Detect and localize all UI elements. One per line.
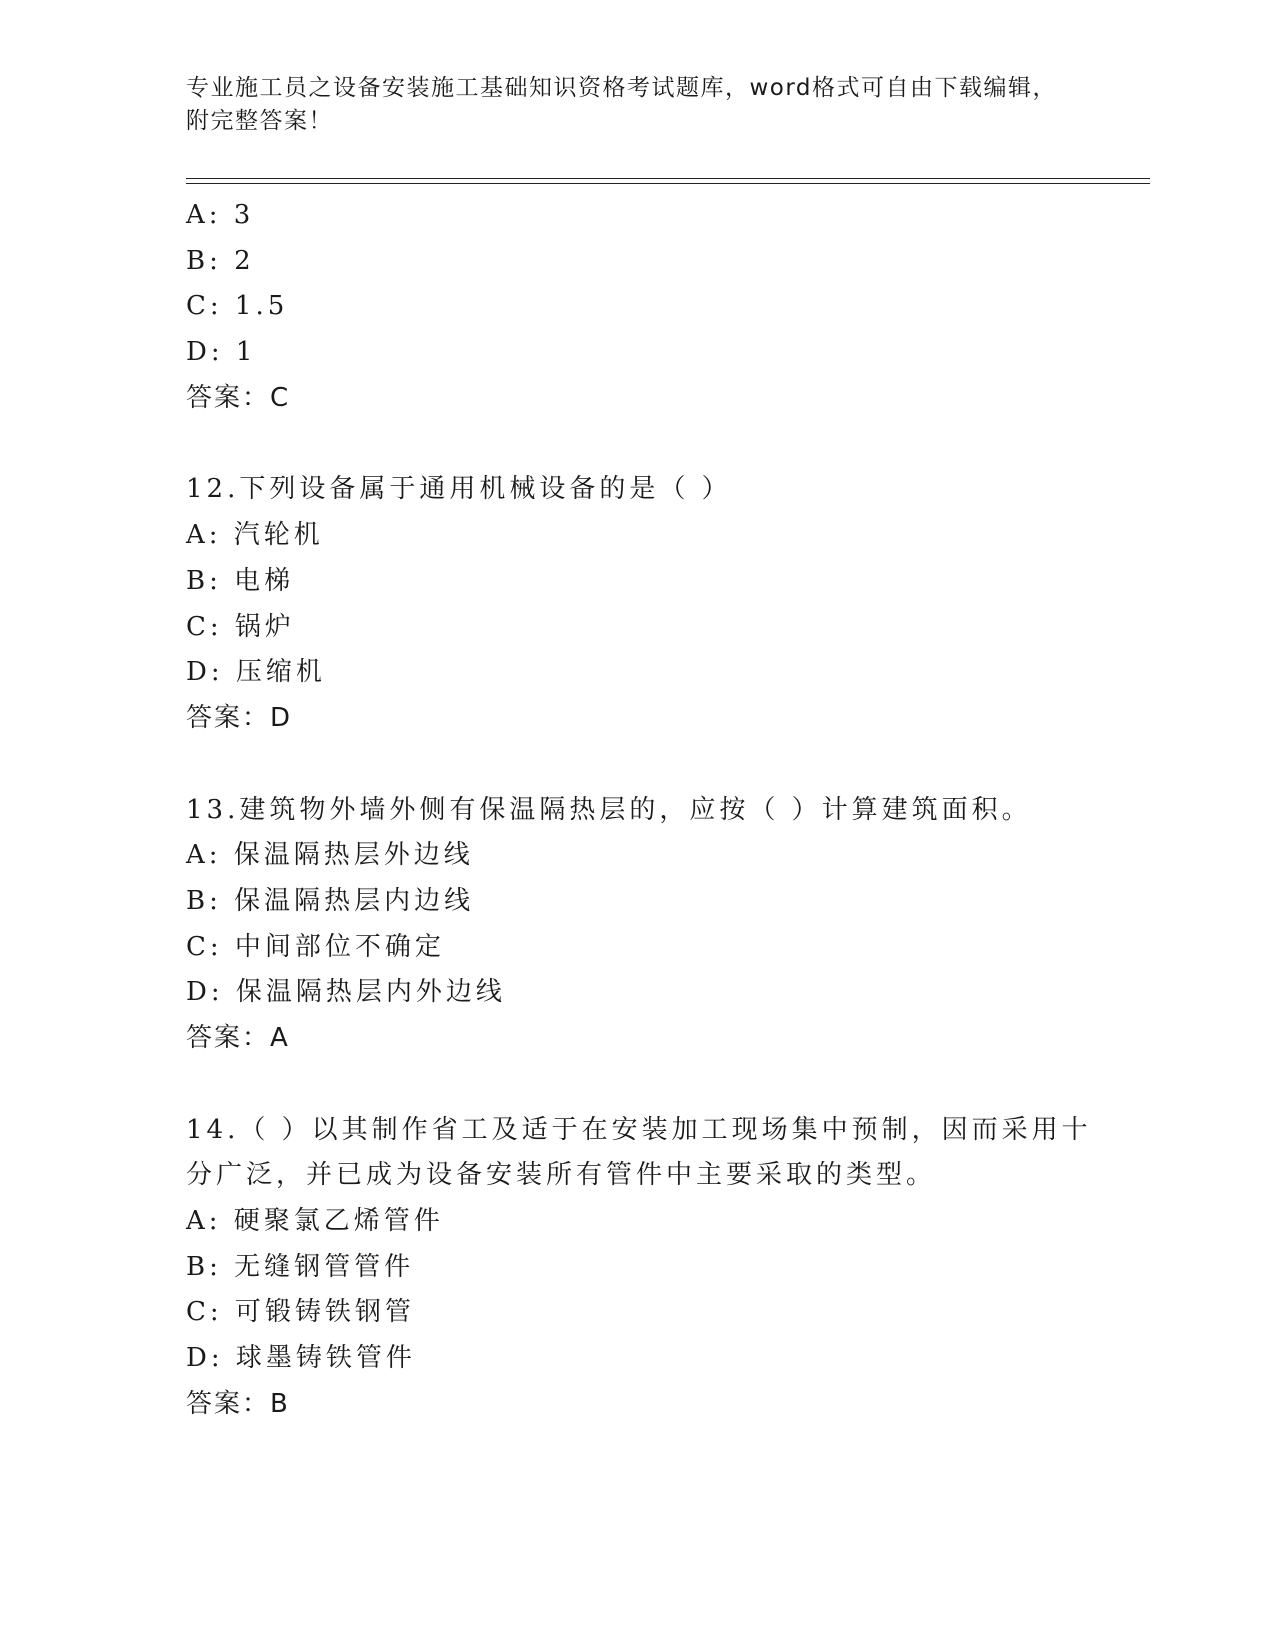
answer: 答案：B xyxy=(186,1388,290,1419)
option-c: C: 锅炉 xyxy=(186,611,295,642)
option-d: D: 压缩机 xyxy=(186,657,326,688)
question-text-line-2: 分广泛，并已成为设备安装所有管件中主要采取的类型。 xyxy=(186,1160,937,1191)
header-divider-bottom xyxy=(186,183,1150,184)
option-b: B: 保温隔热层内边线 xyxy=(186,885,475,916)
answer: 答案：A xyxy=(186,1023,290,1053)
question-list xyxy=(186,193,1092,1428)
question-text-line-1: 14.（ ）以其制作省工及适于在安装加工现场集中预制，因而采用十 xyxy=(186,1114,1092,1145)
option-c: C: 1.5 xyxy=(186,291,289,322)
header-divider-top xyxy=(186,178,1150,179)
option-b: B: 无缝钢管管件 xyxy=(186,1251,415,1282)
spacer xyxy=(186,421,1086,467)
question-text: 12.下列设备属于通用机械设备的是（ ） xyxy=(186,474,732,505)
question-text: 13.建筑物外墙外侧有保温隔热层的，应按（ ）计算建筑面积。 xyxy=(186,794,1032,825)
document-header xyxy=(186,72,1066,138)
question-13 xyxy=(186,788,1086,1062)
option-a: A: 汽轮机 xyxy=(186,520,324,551)
option-b: B: 2 xyxy=(186,245,255,276)
option-c: C: 中间部位不确定 xyxy=(186,931,445,962)
question-14 xyxy=(186,1108,1092,1428)
option-d: D: 球墨铸铁管件 xyxy=(186,1343,416,1374)
option-c: C: 可锻铸铁钢管 xyxy=(186,1297,415,1328)
question-12 xyxy=(186,467,1086,741)
spacer xyxy=(186,1062,1086,1108)
question-11 xyxy=(186,193,1086,421)
option-a: A: 硬聚氯乙烯管件 xyxy=(186,1206,444,1237)
answer: 答案：D xyxy=(186,702,293,733)
option-d: D: 1 xyxy=(186,337,257,368)
option-a: A: 3 xyxy=(186,200,255,230)
option-d: D: 保温隔热层内外边线 xyxy=(186,977,506,1008)
option-b: B: 电梯 xyxy=(186,565,295,596)
header-line-1: 专业施工员之设备安装施工基础知识资格考试题库，word格式可自由下载编辑， xyxy=(186,75,1058,101)
answer: 答案：C xyxy=(186,382,291,413)
option-a: A: 保温隔热层外边线 xyxy=(186,840,474,871)
spacer xyxy=(186,742,1086,788)
header-line-2: 附完整答案！ xyxy=(186,108,333,134)
